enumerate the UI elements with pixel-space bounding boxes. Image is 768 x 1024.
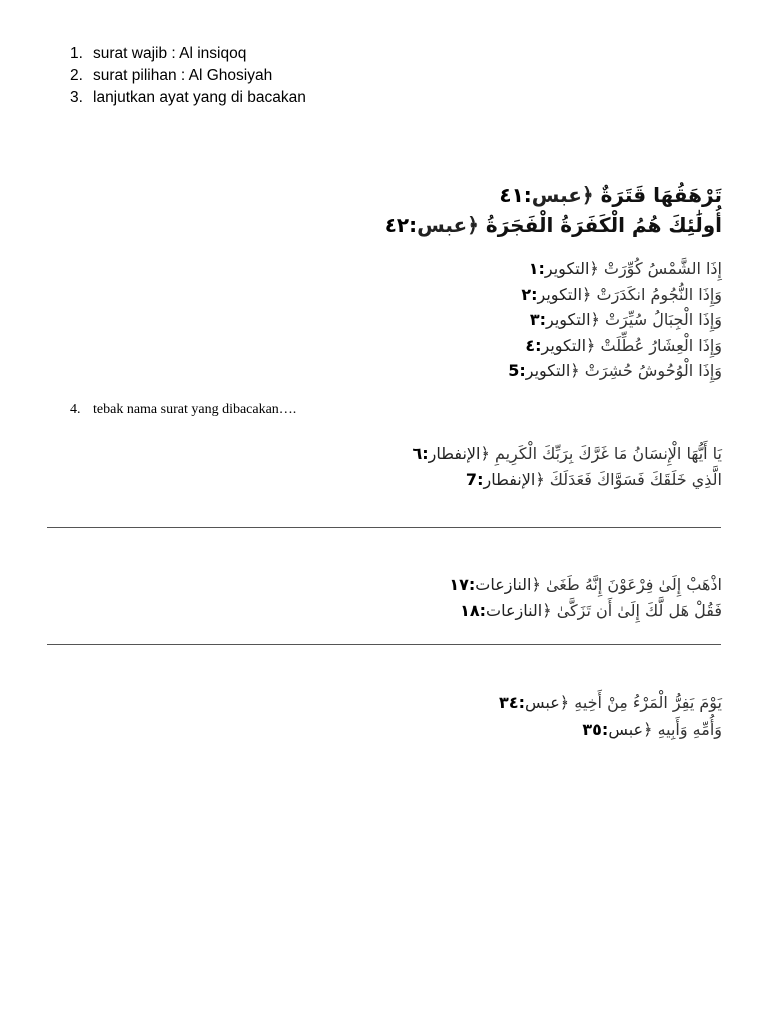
list-item (70, 87, 306, 109)
verse-number: :٤ (525, 335, 542, 355)
surah-ref: ﴿الإنفطار (483, 470, 545, 489)
list-text: surat pilihan : Al Ghosiyah (93, 67, 273, 84)
surah-ref: ﴿الإنفطار (428, 444, 490, 463)
verse-line (499, 716, 722, 743)
verse-line (508, 358, 722, 384)
verse-text: وَإِذَا الْجِبَالُ سُيِّرَتْ (604, 310, 722, 329)
verse-line (385, 210, 722, 240)
list-number: 4. (70, 402, 81, 417)
list-number: 2. (70, 67, 83, 84)
surah-ref: ﴿التكوير (544, 259, 599, 278)
verse-line (449, 572, 722, 598)
verse-number: :٣٤ (499, 693, 525, 712)
verse-text: أُولَٰئِكَ هُمُ الْكَفَرَةُ الْفَجَرَةُ (485, 213, 722, 237)
verse-number: :٢ (521, 284, 538, 304)
verse-line (385, 180, 722, 210)
verse-line (499, 689, 722, 716)
verse-line (508, 282, 722, 308)
verse-number: :5 (508, 361, 526, 380)
verse-number: :٤١ (499, 183, 532, 207)
verses-block-infitar (412, 441, 722, 493)
verses-block-takwir (508, 256, 722, 384)
surah-ref: ﴿عبس (531, 183, 594, 207)
verse-text: اذْهَبْ إِلَىٰ فِرْعَوْنَ إِنَّهُ طَغَىٰ (545, 575, 722, 594)
verse-text: إِذَا الشَّمْسُ كُوِّرَتْ (603, 259, 722, 278)
verse-text: وَإِذَا النُّجُومُ انكَدَرَتْ (596, 284, 722, 304)
verse-number: :١ (528, 259, 545, 278)
surah-ref: ﴿النازعات (475, 575, 541, 594)
verse-text: تَرْهَقُهَا قَتَرَةٌ (600, 183, 722, 207)
verse-text: يَا أَيُّهَا الْإِنسَانُ مَا غَرَّكَ بِرَبِّكَ الْكَرِيمِ (494, 444, 722, 463)
verse-text: الَّذِي خَلَقَكَ فَسَوَّاكَ فَعَدَلَكَ (549, 470, 722, 489)
divider-line (47, 527, 721, 528)
verse-number: :٣٥ (582, 720, 609, 739)
verse-text: وَأُمِّهِ وَأَبِيهِ (657, 720, 722, 739)
verse-number: :١٨ (460, 601, 486, 620)
verse-line (449, 598, 722, 624)
verse-line (508, 333, 722, 359)
verse-text: وَإِذَا الْوُحُوشُ حُشِرَتْ (584, 361, 722, 380)
divider-line (47, 644, 721, 645)
verses-block-abasa-41-42 (385, 180, 722, 240)
instruction-list (70, 43, 306, 109)
list-number: 1. (70, 45, 83, 62)
verse-number: :7 (465, 470, 484, 489)
surah-ref: ﴿التكوير (537, 284, 592, 304)
verse-line (508, 307, 722, 333)
verse-number: :٦ (412, 444, 429, 463)
surah-ref: ﴿عبس (608, 720, 653, 739)
question-4 (70, 402, 296, 418)
surah-ref: ﴿عبس (524, 693, 570, 712)
verses-block-naziat (449, 572, 722, 624)
list-text: surat wajib : Al insiqoq (93, 45, 247, 62)
verses-block-abasa-34-35 (499, 689, 722, 743)
surah-ref: ﴿عبس (417, 213, 479, 237)
verse-number: :٤٢ (384, 213, 418, 237)
question-text: tebak nama surat yang dibacakan…. (93, 402, 297, 417)
surah-ref: ﴿التكوير (525, 361, 580, 380)
list-item (70, 43, 306, 65)
verse-text: يَوْمَ يَفِرُّ الْمَرْءُ مِنْ أَخِيهِ (574, 693, 722, 712)
verse-number: :٣ (529, 310, 546, 329)
verse-number: :١٧ (449, 575, 476, 594)
verse-text: وَإِذَا الْعِشَارُ عُطِّلَتْ (600, 335, 722, 355)
list-text: lanjutkan ayat yang di bacakan (93, 89, 306, 106)
verse-line (508, 256, 722, 282)
verse-text: فَقُلْ هَل لَّكَ إِلَىٰ أَن تَزَكَّىٰ (556, 601, 722, 620)
verse-line (412, 441, 722, 467)
list-number: 3. (70, 89, 83, 106)
surah-ref: ﴿التكوير (541, 335, 596, 355)
list-item (70, 65, 306, 87)
verse-line (412, 467, 722, 493)
surah-ref: ﴿النازعات (486, 601, 552, 620)
surah-ref: ﴿التكوير (545, 310, 600, 329)
